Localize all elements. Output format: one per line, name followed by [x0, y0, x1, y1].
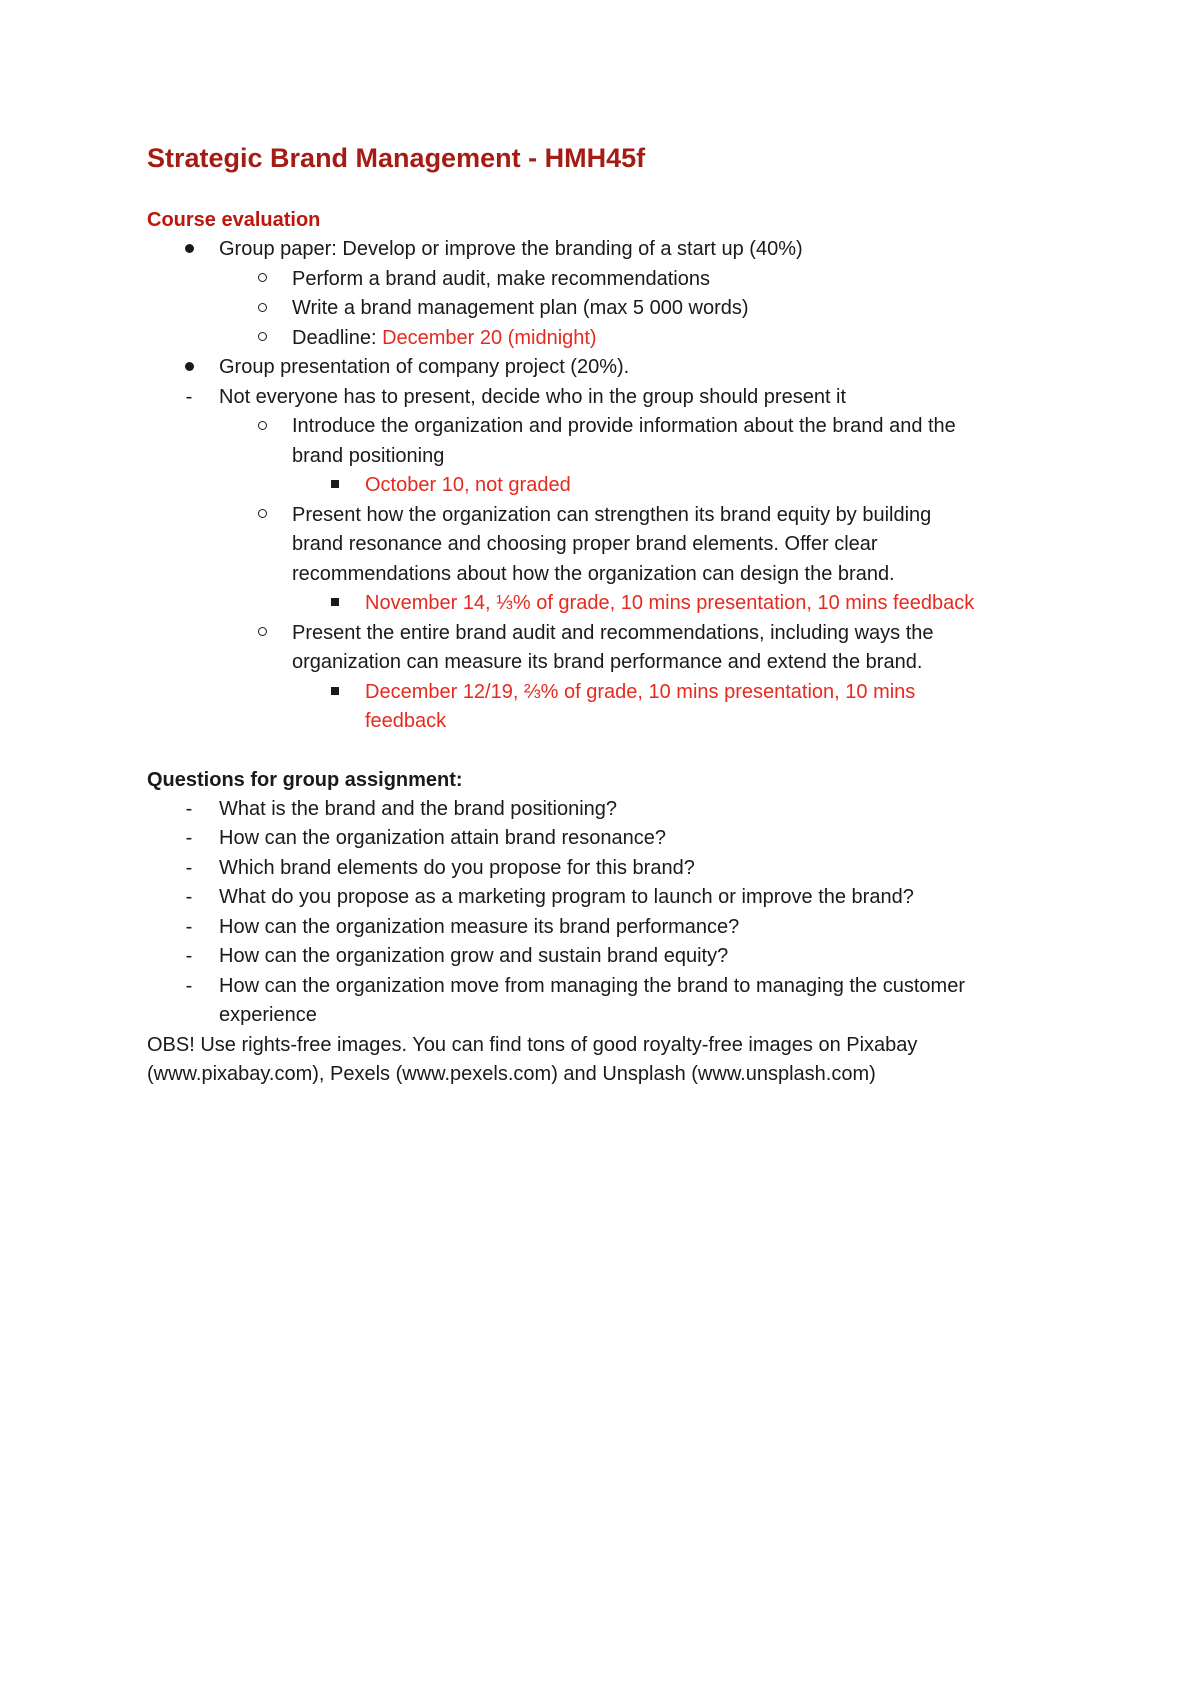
- course-evaluation-heading: Course evaluation: [147, 209, 321, 231]
- list-item: [147, 324, 1067, 354]
- list-item: [147, 883, 1067, 913]
- question-text: What is the brand and the brand positioning?: [219, 797, 618, 820]
- paper-sub1-text: Perform a brand audit, make recommendations: [292, 267, 710, 290]
- bullet-circle-icon: [252, 619, 272, 649]
- paper-sub2-text: Write a brand management plan (max 5 000 words): [292, 297, 749, 319]
- list-item: [147, 383, 1067, 413]
- bullet-circle-icon: [252, 265, 272, 295]
- bullet-dash-icon: -: [185, 797, 193, 820]
- list-item-continuation: [147, 442, 1067, 472]
- question-text: How can the organization measure its brand performance?: [219, 915, 740, 938]
- list-item-continuation: [147, 648, 1067, 678]
- obs-line2: (www.pixabay.com), Pexels (www.pexels.com) and Unsplash (www.unsplash.com): [147, 1063, 876, 1085]
- bullet-dash-icon: -: [185, 945, 193, 967]
- list-item: [147, 854, 1067, 884]
- question-text: How can the organization grow and sustain brand equity?: [219, 945, 729, 967]
- entire-note-line1: December 12/19, ⅔% of grade, 10 mins presentation, 10 mins: [365, 680, 916, 703]
- list-item-continuation: [147, 560, 1067, 590]
- entire-note-line2: feedback: [365, 710, 447, 732]
- bullet-dot-icon: [179, 235, 199, 265]
- spacer: [147, 737, 1067, 766]
- document-page: [147, 140, 1067, 1090]
- present-note: November 14, ⅓% of grade, 10 mins presentation, 10 mins feedback: [365, 592, 975, 614]
- list-item: [147, 678, 1067, 708]
- list-item: [147, 501, 1067, 531]
- list-item: [147, 265, 1067, 295]
- list-item-continuation: [147, 707, 1067, 737]
- bullet-square-icon: [325, 589, 345, 619]
- list-item: [147, 942, 1067, 972]
- entire-line1: Present the entire brand audit and recommendations, including ways the: [292, 621, 934, 644]
- intro-note: October 10, not graded: [365, 474, 571, 496]
- group-presentation-text: Group presentation of company project (20%).: [219, 356, 630, 378]
- list-item-continuation: [147, 1001, 1067, 1031]
- bullet-circle-icon: [252, 412, 272, 442]
- list-item: [147, 353, 1067, 383]
- question-text: How can the organization move from managing the brand to managing the customer: [219, 974, 965, 997]
- present-line2: brand resonance and choosing proper brand elements. Offer clear: [292, 533, 878, 555]
- bullet-circle-icon: [252, 324, 272, 354]
- present-line1: Present how the organization can strengthen its brand equity by building: [292, 503, 932, 526]
- bullet-square-icon: [325, 678, 345, 708]
- not-everyone-text: Not everyone has to present, decide who in the group should present it: [219, 385, 847, 408]
- bullet-square-icon: [325, 471, 345, 501]
- questions-heading: Questions for group assignment:: [147, 768, 463, 791]
- deadline-value: December 20 (midnight): [382, 326, 597, 349]
- list-item: [147, 972, 1067, 1002]
- bullet-dash-icon: -: [185, 856, 193, 879]
- bullet-dash-icon: -: [185, 827, 193, 849]
- bullet-circle-icon: [252, 294, 272, 324]
- bullet-dash-icon: -: [185, 385, 193, 408]
- entire-line2: organization can measure its brand performance and extend the brand.: [292, 651, 923, 673]
- question-text: How can the organization attain brand resonance?: [219, 827, 666, 849]
- bullet-circle-icon: [252, 501, 272, 531]
- intro-line2: brand positioning: [292, 444, 445, 467]
- list-item: [147, 235, 1067, 265]
- list-item: [147, 471, 1067, 501]
- bullet-dot-icon: [179, 353, 199, 383]
- list-item: [147, 824, 1067, 854]
- list-item: [147, 294, 1067, 324]
- deadline-label: Deadline:: [292, 326, 383, 349]
- list-item: [147, 619, 1067, 649]
- question-text: What do you propose as a marketing program to launch or improve the brand?: [219, 886, 914, 908]
- list-item: [147, 412, 1067, 442]
- present-line3: recommendations about how the organization can design the brand.: [292, 562, 895, 585]
- list-item: [147, 913, 1067, 943]
- document-title: Strategic Brand Management - HMH45f: [147, 143, 646, 173]
- list-item: [147, 795, 1067, 825]
- list-item: [147, 589, 1067, 619]
- group-paper-text: Group paper: Develop or improve the branding of a start up (40%): [219, 238, 803, 260]
- bullet-dash-icon: -: [185, 886, 193, 908]
- bullet-dash-icon: -: [185, 974, 193, 997]
- list-item-continuation: [147, 530, 1067, 560]
- intro-line1: Introduce the organization and provide information about the brand and the: [292, 415, 956, 437]
- bullet-dash-icon: -: [185, 915, 193, 938]
- question-text: Which brand elements do you propose for this brand?: [219, 856, 695, 879]
- question-text-continuation: experience: [219, 1004, 317, 1026]
- obs-line1: OBS! Use rights-free images. You can find tons of good royalty-free images on Pixabay: [147, 1033, 918, 1056]
